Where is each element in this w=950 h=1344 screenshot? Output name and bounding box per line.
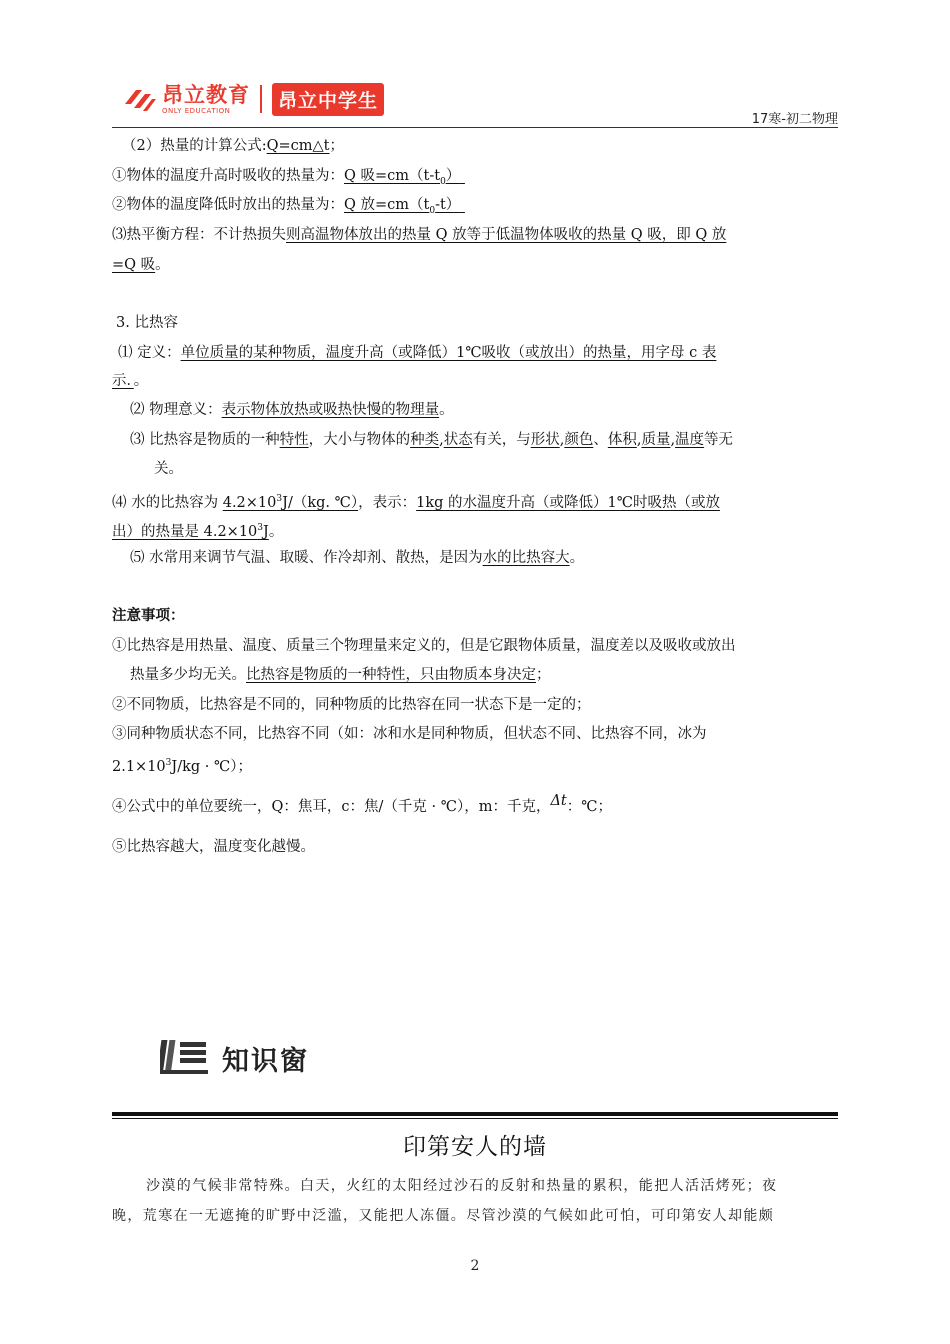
story-paragraph-line-2: 晚，荒寒在一无遮掩的旷野中泛滥，又能把人冻僵。尽管沙漠的气候如此可怕，可印第安人却能颇 xyxy=(112,1208,775,1224)
section-divider-thin xyxy=(112,1118,838,1119)
formula-line-5: =Q 吸。 xyxy=(112,257,170,273)
property-line-cont: 关。 xyxy=(154,461,183,477)
sub-brand-badge: 昂立中学生 xyxy=(272,83,384,116)
water-line-cont: 出）的热量是 $4.2\times 10^3J$。 xyxy=(112,523,284,540)
header-divider xyxy=(112,127,838,128)
notes-title: 注意事项： xyxy=(112,607,185,624)
usage-line: ⑸ 水常用来调节气温、取暖、作冷却剂、散热，是因为水的比热容大。 xyxy=(130,550,585,566)
definition-line: ⑴ 定义：单位质量的某种物质，温度升高（或降低）1℃吸收（或放出）的热量，用字母 c 表 xyxy=(118,345,717,361)
section-divider-thick xyxy=(112,1112,838,1116)
page-header xyxy=(112,76,838,128)
note-4: ④公式中的单位要统一，Q：焦耳，c：焦/（千克 · ℃），m：千克，Δt：℃； xyxy=(112,793,612,815)
brand-name-en: ONLY EDUCATION xyxy=(162,106,231,115)
note-2: ②不同物质，比热容是不同的，同种物质的比热容在同一状态下是一定的； xyxy=(112,697,591,713)
formula-line-4: ⑶热平衡方程：不计热损失则高温物体放出的热量 Q 放等于低温物体吸收的热量 Q 吸，即 Q 放 xyxy=(112,227,727,243)
property-line: ⑶ 比热容是物质的一种特性，大小与物体的种类,状态有关，与形状,颜色、体积,质量,温度等无 xyxy=(130,432,734,448)
brand-name-cn: 昂立教育 xyxy=(162,82,250,107)
section-heading: 3. 比热容 xyxy=(116,315,178,331)
brand-mark-icon xyxy=(122,84,158,114)
note-1: ①比热容是用热量、温度、质量三个物理量来定义的，但是它跟物体质量，温度差以及吸收或放出 xyxy=(112,638,736,654)
logo-divider xyxy=(260,85,262,113)
note-3: ③同种物质状态不同，比热容不同（如：冰和水是同种物质，但状态不同、比热容不同，冰为 xyxy=(112,726,707,742)
note-5: ⑤比热容越大，温度变化越慢。 xyxy=(112,839,315,855)
story-title: 印第安人的墙 xyxy=(403,1134,547,1160)
meaning-line: ⑵ 物理意义：表示物体放热或吸热快慢的物理量。 xyxy=(130,402,454,418)
formula-line-2: ①物体的温度升高时吸收的热量为：Q 吸$=cm(t-t_0)$ xyxy=(112,168,461,187)
formula-line-3: ②物体的温度降低时放出的热量为：Q 放$=cm(t_0-t)$ xyxy=(112,197,461,216)
story-paragraph-line-1: 沙漠的气候非常特殊。白天，火红的太阳经过沙石的反射和热量的累积，能把人活活烤死；夜 xyxy=(146,1178,778,1194)
course-label: 17寒-初二物理 xyxy=(751,112,838,127)
definition-line-cont: 示．。 xyxy=(112,373,149,389)
note-3-cont: $2.1\times 10^3J/kg$ · ℃）； xyxy=(112,758,252,775)
page-number: 2 xyxy=(470,1258,480,1274)
water-line: ⑷ 水的比热容为 $4.2\times 10^3J/(kg$. ℃），表示：1kg 的水温度升高（或降低）1℃时吸热（或放 xyxy=(112,494,720,511)
formula-line-1: （2）热量的计算公式:Q=cm△t； xyxy=(122,138,345,154)
brand-logo xyxy=(122,80,384,118)
knowledge-window-title: 知识窗 xyxy=(222,1046,309,1077)
books-icon xyxy=(160,1036,210,1076)
note-1-cont: 热量多少均无关。比热容是物质的一种特性，只由物质本身决定； xyxy=(130,667,551,683)
